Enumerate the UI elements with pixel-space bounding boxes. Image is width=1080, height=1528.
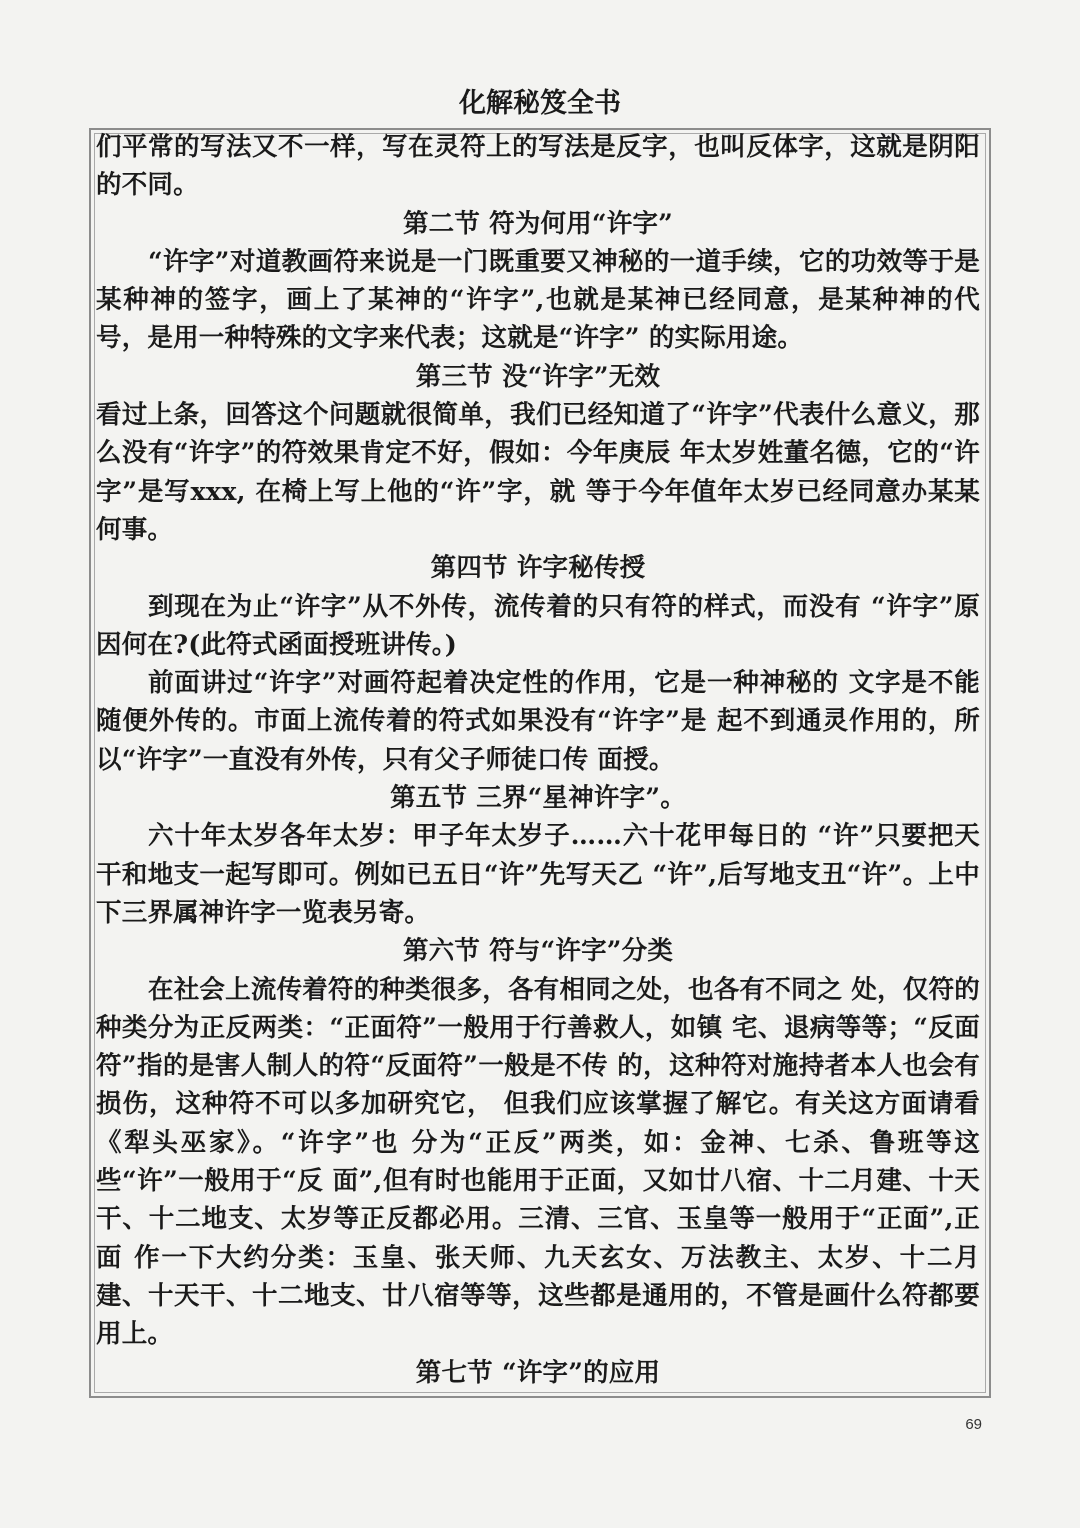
section-heading: 第三节 没“许字”无效 <box>415 361 661 392</box>
paragraph: 在社会上流传着符的种类很多，各有相同之处，也各有不同之 处，仅符的种类分为正反两类：“正面符”一般用于行善救人，如镇 宅、退病等等；“反面符”指的是害人制人的符“反面符”一般是不传 的，这种符对施持者本人也会有损伤，这种符不可以多加研究它， 但我们应该掌握了解它。有关这方面请看《犁头巫家》。“许字”也 分为“正反”两类，如：金神、七杀、鲁班等这些“许”一般用于“反 面”,但有时也能用于正面，又如廿八宿、十二月建、十天干、十二地支、太岁等正反都必用。三清、三官、玉皇等一般用于“正面”,正面 作一下大约分类：玉皇、张天师、九天玄女、万法教主、太岁、十二月 建、十天干、十二地支、廿八宿等等，这些都是通用的，不管是画什么符都要用上。 <box>96 974 980 1350</box>
section-heading: 第二节 符为何用“许字” <box>402 208 674 239</box>
paragraph: 六十年太岁各年太岁：甲子年太岁子……六十花甲每日的 “许”只要把天干和地支一起写即可。例如已五日“许”先写天乙 “许”,后写地支丑“许”。上中下三界属神许字一览表另寄。 <box>96 821 980 928</box>
page-content <box>96 128 980 1392</box>
section-heading: 第五节 三界“星神许字”。 <box>390 783 686 814</box>
section-heading: 第六节 符与“许字”分类 <box>402 936 674 967</box>
book-title: 化解秘笈全书 <box>459 88 621 119</box>
paragraph: 看过上条，回答这个问题就很简单，我们已经知道了“许字”代表什么意义，那么没有“许字”的符效果肯定不好，假如：今年庚辰 年太岁姓董名德，它的“许字”是写xxx, 在椅上写上他的“许”字，就 等于今年值年太岁已经同意办某某何事。 <box>96 400 980 545</box>
section-heading: 第七节 “许字”的应用 <box>415 1357 661 1388</box>
paragraph: 前面讲过“许字”对画符起着决定性的作用，它是一种神秘的 文字是不能随便外传的。市面上流传着的符式如果没有“许字”是 起不到通灵作用的，所以“许字”一直没有外传，只有父子师徒口传 面授。 <box>96 668 980 775</box>
page-number: 69 <box>965 1416 982 1433</box>
paragraph: 到现在为止“许字”从不外传，流传着的只有符的样式，而没有 “许字”原因何在?(此符式函面授班讲传。) <box>96 591 980 660</box>
paragraph: “许字”对道教画符来说是一门既重要又神秘的一道手续，它的功效等于是某种神的签字，画上了某神的“许字”,也就是某神已经同意，是某种神的代号，是用一种特殊的文字来代表；这就是“许字” 的实际用途。 <box>96 246 980 354</box>
section-heading: 第四节 许字秘传授 <box>430 553 646 584</box>
paragraph: 们平常的写法又不一样，写在灵符上的写法是反字，也叫反体字，这就是阴阳的不同。 <box>96 132 980 201</box>
